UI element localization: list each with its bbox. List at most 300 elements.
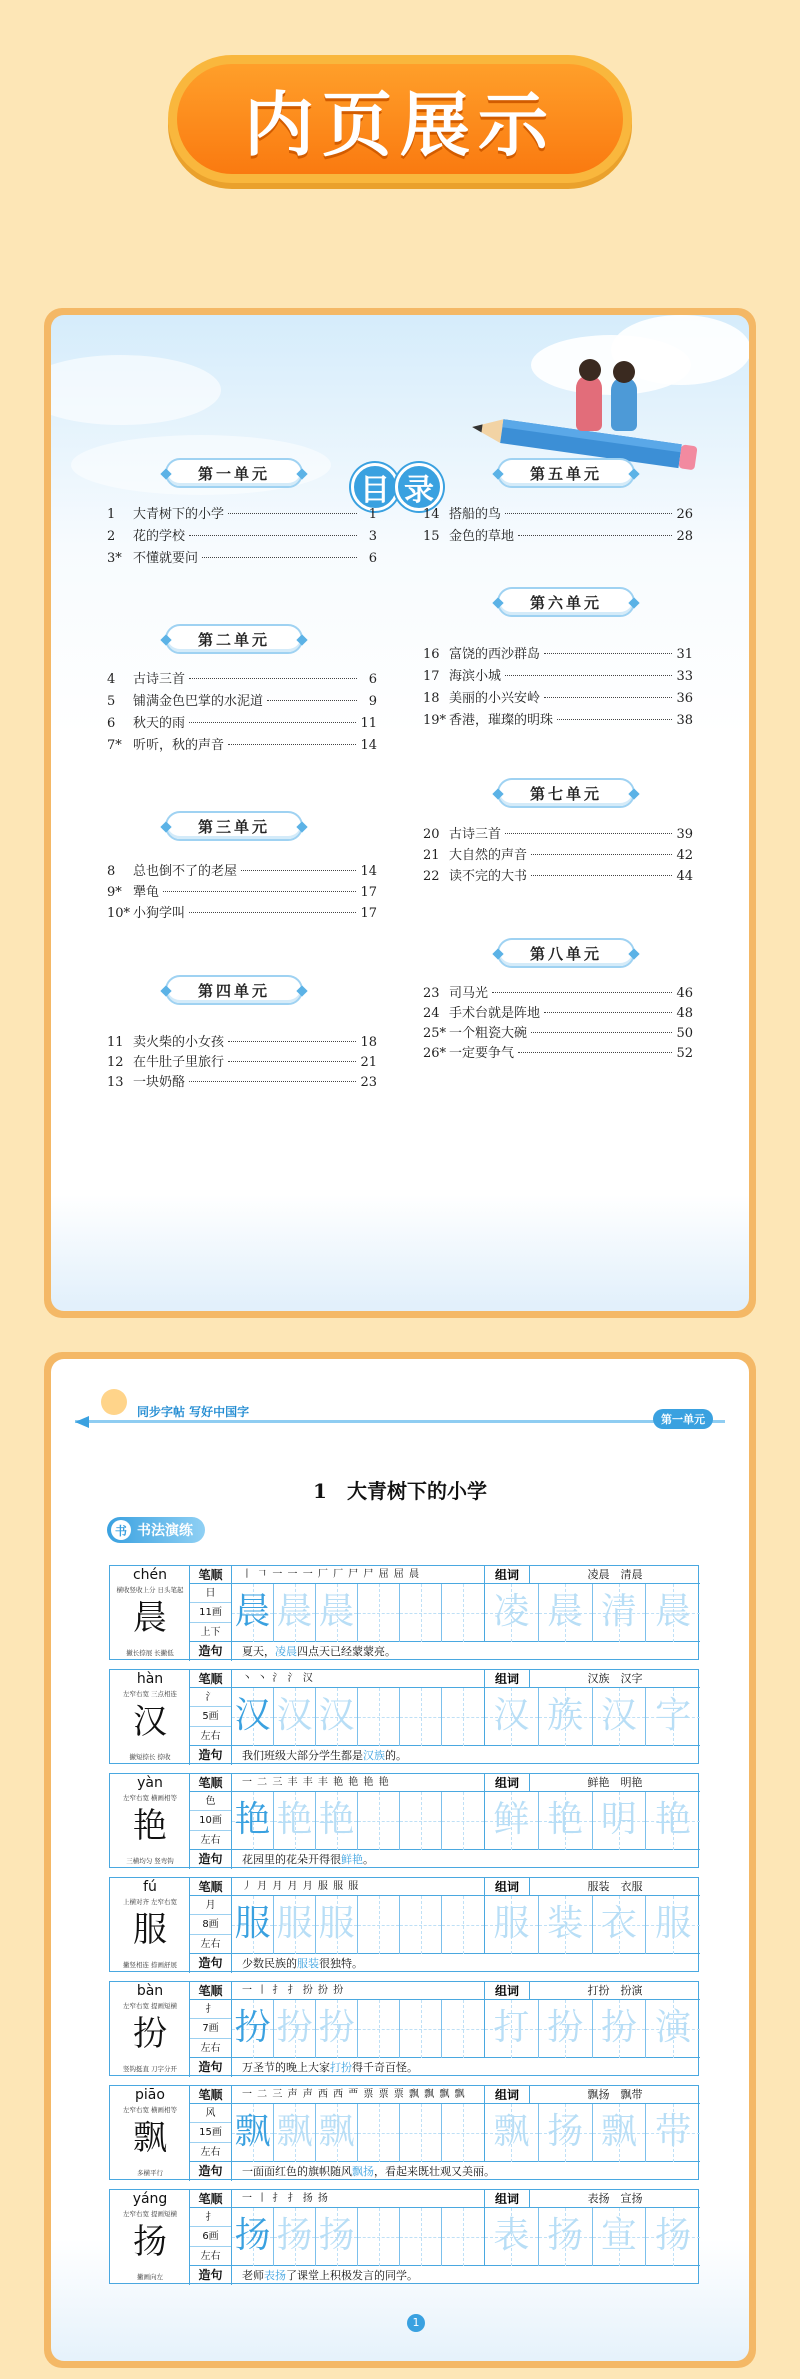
- leader-dots: [544, 1012, 672, 1013]
- toc-entry-title: 海滨小城: [449, 669, 502, 684]
- trace-cell[interactable]: 汉: [232, 1688, 274, 1746]
- blank-cell[interactable]: [442, 1584, 484, 1642]
- blank-cell[interactable]: [400, 2000, 442, 2058]
- leader-dots: [531, 1032, 672, 1033]
- words-label: 组词: [484, 2086, 530, 2104]
- words-label: 组词: [484, 1774, 530, 1792]
- word-cell[interactable]: 打: [485, 2000, 539, 2058]
- toc-entry-page: 21: [360, 1055, 377, 1070]
- stroke-count: 7画: [190, 2019, 231, 2038]
- child-head: [613, 361, 635, 383]
- toc-entry[interactable]: [423, 1042, 693, 1062]
- blank-cell[interactable]: [358, 2104, 400, 2162]
- strokes-label: 笔顺: [190, 2086, 232, 2104]
- toc-entry-number: 17: [423, 669, 440, 684]
- blank-cell[interactable]: [400, 1792, 442, 1850]
- section-tag: 书 书法演练: [107, 1517, 205, 1543]
- toc-entry[interactable]: [423, 982, 693, 1002]
- practice-grid[interactable]: [232, 2208, 484, 2266]
- trace-cell[interactable]: 晨: [316, 1584, 358, 1642]
- practice-page: [44, 1352, 756, 2368]
- toc-entry-number: 25*: [423, 1026, 447, 1041]
- word-cell[interactable]: 演: [646, 2000, 700, 2058]
- toc-entry-page: 17: [360, 906, 377, 921]
- toc-entry[interactable]: [423, 1002, 693, 1022]
- sentence-label: 造句: [190, 1746, 232, 1765]
- toc-entry[interactable]: [107, 734, 377, 754]
- toc-title: 目 录: [351, 463, 439, 511]
- words-label: 组词: [484, 1566, 530, 1584]
- sentence-label: 造句: [190, 1850, 232, 1869]
- toc-entry-page: 11: [360, 716, 377, 731]
- toc-entry-title: 一块奶酪: [133, 1075, 186, 1090]
- char-meta: [190, 2104, 232, 2162]
- child-head: [579, 359, 601, 381]
- blank-cell[interactable]: [442, 2208, 484, 2266]
- stroke-count: 10画: [190, 1811, 231, 1830]
- toc-entry-title: 卖火柴的小女孩: [133, 1035, 225, 1050]
- toc-entry[interactable]: [423, 687, 693, 707]
- unit-heading: 第一单元: [165, 458, 303, 488]
- toc-entry-title: 富饶的西沙群岛: [449, 647, 541, 662]
- word-cell[interactable]: 服: [485, 1896, 539, 1954]
- leader-dots: [544, 653, 672, 654]
- toc-entry-title: 不懂就要问: [133, 551, 199, 566]
- word-cell[interactable]: 凌: [485, 1584, 539, 1642]
- trace-cell[interactable]: 扮: [232, 2000, 274, 2058]
- word-grid[interactable]: [484, 1792, 700, 1850]
- radical: 扌: [190, 2208, 231, 2227]
- words: 服装 衣服: [530, 1878, 700, 1896]
- radical: 扌: [190, 2000, 231, 2019]
- stroke-count: 15画: [190, 2123, 231, 2142]
- leader-dots: [518, 1052, 672, 1053]
- toc-entry-number: 5: [107, 694, 116, 709]
- words-label: 组词: [484, 1982, 530, 2000]
- toc-entry-page: 31: [676, 647, 693, 662]
- character-card: [109, 1877, 699, 1972]
- unit-heading: 第三单元: [165, 811, 303, 841]
- stroke-order: 丿 月 月 月 月 服 服 服: [232, 1878, 484, 1896]
- pinyin: bàn: [136, 1983, 164, 1999]
- toc-entry[interactable]: [107, 547, 377, 567]
- character-info: [110, 1982, 190, 2077]
- writing-hint: 横收竖收上分 日头笔起: [116, 1586, 184, 1594]
- word-cell[interactable]: 飘: [593, 2104, 647, 2162]
- writing-hint: 左窄右宽 提画短横: [122, 2210, 178, 2218]
- trace-cell[interactable]: 扮: [274, 2000, 316, 2058]
- word-cell[interactable]: 清: [593, 1584, 647, 1642]
- practice-grid[interactable]: [232, 2000, 484, 2058]
- toc-entry[interactable]: [423, 823, 693, 843]
- trace-cell[interactable]: 汉: [316, 1688, 358, 1746]
- toc-entry[interactable]: [423, 865, 693, 885]
- word-grid[interactable]: [484, 1584, 700, 1642]
- word-cell[interactable]: 宣: [593, 2208, 647, 2266]
- writing-hint: 撇画向左: [137, 2273, 163, 2281]
- toc-entry[interactable]: [107, 690, 377, 710]
- trace-cell[interactable]: 晨: [274, 1584, 316, 1642]
- blank-cell[interactable]: [358, 1584, 400, 1642]
- trace-cell[interactable]: 艳: [316, 1792, 358, 1850]
- blank-cell[interactable]: [442, 1792, 484, 1850]
- word-cell[interactable]: 服: [646, 1896, 700, 1954]
- leader-dots: [189, 535, 357, 536]
- example-sentence: 少数民族的服装很独特。: [242, 1957, 363, 1970]
- character: 汉: [133, 1702, 167, 1742]
- character-info: [110, 1566, 190, 1661]
- toc-entry-number: 24: [423, 1006, 440, 1021]
- toc-entry-number: 22: [423, 869, 440, 884]
- trace-cell[interactable]: 扮: [316, 2000, 358, 2058]
- toc-entry-number: 4: [107, 672, 116, 687]
- toc-entry[interactable]: [107, 1051, 377, 1071]
- toc-entry-page: 52: [676, 1046, 693, 1061]
- toc-entry[interactable]: [423, 503, 693, 523]
- radical: 日: [190, 1584, 231, 1603]
- pinyin: piāo: [135, 2087, 165, 2103]
- toc-entry[interactable]: [107, 503, 377, 523]
- toc-entry-page: 1: [368, 507, 377, 522]
- toc-entry-title: 搭船的鸟: [449, 507, 502, 522]
- word-cell[interactable]: 艳: [646, 1792, 700, 1850]
- trace-cell[interactable]: 汉: [274, 1688, 316, 1746]
- character-info: [110, 1774, 190, 1869]
- leader-dots: [505, 513, 672, 514]
- leader-dots: [557, 719, 672, 720]
- trace-cell[interactable]: 扬: [232, 2208, 274, 2266]
- pinyin: yáng: [132, 2191, 168, 2207]
- sentence-label: 造句: [190, 2058, 232, 2077]
- blank-cell[interactable]: [442, 1688, 484, 1746]
- word-cell[interactable]: 装: [539, 1896, 593, 1954]
- toc-entry-number: 14: [423, 507, 440, 522]
- character-info: [110, 1878, 190, 1973]
- stroke-order: 一 二 三 声 声 西 西 覀 票 票 票 飘 飘 飘 飘: [232, 2086, 484, 2104]
- toc-entry[interactable]: [423, 643, 693, 663]
- page-number: 1: [407, 2314, 425, 2332]
- example-sentence: 一面面红色的旗帜随风飘扬，看起来既壮观又美丽。: [242, 2165, 495, 2178]
- word-cell[interactable]: 鲜: [485, 1792, 539, 1850]
- stroke-count: 6画: [190, 2227, 231, 2246]
- practice-grid[interactable]: [232, 1688, 484, 1746]
- toc-entry-title: 秋天的雨: [133, 716, 186, 731]
- blank-cell[interactable]: [358, 1792, 400, 1850]
- word-grid[interactable]: [484, 2104, 700, 2162]
- practice-grid[interactable]: [232, 1896, 484, 1954]
- toc-entry[interactable]: [107, 902, 377, 922]
- toc-entry[interactable]: [107, 1071, 377, 1091]
- toc-entry-page: 6: [368, 672, 377, 687]
- char-meta: [190, 1688, 232, 1746]
- structure: 左右: [200, 2146, 221, 2158]
- character-info: [110, 2190, 190, 2285]
- child-illustration: [611, 377, 637, 431]
- radical: 氵: [190, 1688, 231, 1707]
- unit-tag: 第一单元: [653, 1409, 713, 1429]
- toc-entry-page: 38: [676, 713, 693, 728]
- writing-hint: 竖钩挺直 刀字分开: [122, 2065, 178, 2073]
- trace-cell[interactable]: 扬: [274, 2208, 316, 2266]
- sentence-label: 造句: [190, 1642, 232, 1661]
- sentence-label: 造句: [190, 2162, 232, 2181]
- word-cell[interactable]: 字: [646, 1688, 700, 1746]
- word-cell[interactable]: 族: [539, 1688, 593, 1746]
- words: 飘扬 飘带: [530, 2086, 700, 2104]
- blank-cell[interactable]: [358, 1896, 400, 1954]
- blank-cell[interactable]: [358, 2000, 400, 2058]
- toc-entry-title: 总也倒不了的老屋: [133, 864, 238, 879]
- sentence-label: 造句: [190, 2266, 232, 2285]
- toc-entry-page: 23: [360, 1075, 377, 1090]
- toc-entry-title: 听听，秋的声音: [133, 738, 225, 753]
- toc-entry[interactable]: [423, 1022, 693, 1042]
- blank-cell[interactable]: [400, 1688, 442, 1746]
- pinyin: fú: [143, 1879, 157, 1895]
- structure: 左右: [200, 2042, 221, 2054]
- writing-hint: 撇长捺展 长撇低: [126, 1649, 174, 1657]
- stroke-count: 5画: [190, 1707, 231, 1726]
- blank-cell[interactable]: [400, 2208, 442, 2266]
- toc-entry-number: 23: [423, 986, 440, 1001]
- stroke-order: 一 丨 扌 扌 扮 扮 扮: [232, 1982, 484, 2000]
- example-sentence: 老师表扬了课堂上积极发言的同学。: [242, 2269, 418, 2282]
- character-card: [109, 2189, 699, 2284]
- blank-cell[interactable]: [442, 1896, 484, 1954]
- leader-dots: [531, 854, 672, 855]
- trace-cell[interactable]: 服: [274, 1896, 316, 1954]
- trace-cell[interactable]: 服: [316, 1896, 358, 1954]
- child-illustration: [576, 375, 602, 431]
- toc-entry-number: 18: [423, 691, 440, 706]
- leader-dots: [228, 1041, 356, 1042]
- sentence-label: 造句: [190, 1954, 232, 1973]
- words: 打扮 扮演: [530, 1982, 700, 2000]
- word-cell[interactable]: 带: [646, 2104, 700, 2162]
- character: 服: [133, 1910, 167, 1950]
- trace-cell[interactable]: 飘: [316, 2104, 358, 2162]
- toc-entry-number: 3*: [107, 551, 122, 566]
- toc-entry-page: 18: [360, 1035, 377, 1050]
- word-grid[interactable]: [484, 1688, 700, 1746]
- words-label: 组词: [484, 2190, 530, 2208]
- word-cell[interactable]: 表: [485, 2208, 539, 2266]
- leader-dots: [202, 557, 357, 558]
- pinyin: hàn: [136, 1671, 164, 1687]
- blank-cell[interactable]: [442, 2104, 484, 2162]
- toc-entry-page: 39: [676, 827, 693, 842]
- blank-cell[interactable]: [400, 2104, 442, 2162]
- banner: [168, 55, 632, 183]
- word-cell[interactable]: 汉: [485, 1688, 539, 1746]
- word-grid[interactable]: [484, 2208, 700, 2266]
- writing-hint: 多横平行: [137, 2169, 163, 2177]
- toc-entry-page: 36: [676, 691, 693, 706]
- toc-entry-title: 读不完的大书: [449, 869, 528, 884]
- writing-hint: 三横均匀 竖弯钩: [126, 1857, 174, 1865]
- leader-dots: [518, 535, 672, 536]
- words: 表扬 宣扬: [530, 2190, 700, 2208]
- toc-entry-page: 9: [368, 694, 377, 709]
- example-sentence: 花园里的花朵开得很鲜艳。: [242, 1853, 374, 1866]
- strokes-label: 笔顺: [190, 1566, 232, 1584]
- lesson-title: 1 大青树下的小学: [313, 1479, 487, 1503]
- toc-entry-number: 13: [107, 1075, 124, 1090]
- trace-cell[interactable]: 扬: [316, 2208, 358, 2266]
- toc-entry[interactable]: [107, 525, 377, 545]
- character-info: [110, 2086, 190, 2181]
- trace-cell[interactable]: 飘: [274, 2104, 316, 2162]
- strokes-label: 笔顺: [190, 1982, 232, 2000]
- word-cell[interactable]: 扮: [539, 2000, 593, 2058]
- trace-cell[interactable]: 艳: [274, 1792, 316, 1850]
- leader-dots: [189, 722, 356, 723]
- structure: 左右: [200, 2250, 221, 2262]
- words: 汉族 汉字: [530, 1670, 700, 1688]
- word-cell[interactable]: 衣: [593, 1896, 647, 1954]
- toc-entry-page: 3: [368, 529, 377, 544]
- toc-page: [44, 308, 756, 1318]
- toc-entry[interactable]: [423, 709, 693, 729]
- radical: 月: [190, 1896, 231, 1915]
- word-cell[interactable]: 扬: [646, 2208, 700, 2266]
- trace-cell[interactable]: 晨: [232, 1584, 274, 1642]
- toc-entry-number: 7*: [107, 738, 122, 753]
- pinyin: yàn: [137, 1775, 163, 1791]
- unit-heading: 第八单元: [497, 938, 635, 968]
- toc-entry[interactable]: [107, 860, 377, 880]
- blank-cell[interactable]: [400, 1896, 442, 1954]
- example-sentence: 我们班级大部分学生都是汉族的。: [242, 1749, 407, 1762]
- toc-entry-page: 33: [676, 669, 693, 684]
- toc-entry-number: 19*: [423, 713, 447, 728]
- toc-entry-title: 大自然的声音: [449, 848, 528, 863]
- toc-entry-title: 一定要争气: [449, 1046, 515, 1061]
- word-cell[interactable]: 艳: [539, 1792, 593, 1850]
- toc-entry[interactable]: [107, 712, 377, 732]
- leader-dots: [189, 678, 357, 679]
- blank-cell[interactable]: [400, 1584, 442, 1642]
- word-cell[interactable]: 汉: [593, 1688, 647, 1746]
- toc-entry-page: 42: [676, 848, 693, 863]
- blank-cell[interactable]: [358, 1688, 400, 1746]
- radical: 色: [190, 1792, 231, 1811]
- toc-entry[interactable]: [107, 668, 377, 688]
- char-meta: [190, 2208, 232, 2266]
- unit-heading: 第二单元: [165, 624, 303, 654]
- character: 飘: [133, 2118, 167, 2158]
- character-card: [109, 2085, 699, 2180]
- toc-entry[interactable]: [423, 844, 693, 864]
- word-cell[interactable]: 晨: [646, 1584, 700, 1642]
- character-info: [110, 1670, 190, 1765]
- toc-entry[interactable]: [107, 1031, 377, 1051]
- word-cell[interactable]: 扬: [539, 2208, 593, 2266]
- header-label: 同步字帖 写好中国字: [137, 1405, 250, 1419]
- character: 扬: [133, 2222, 167, 2262]
- toc-entry-title: 花的学校: [133, 529, 186, 544]
- word-cell[interactable]: 扮: [593, 2000, 647, 2058]
- strokes-label: 笔顺: [190, 1878, 232, 1896]
- toc-entry-page: 50: [676, 1026, 693, 1041]
- brush-icon: 书: [111, 1520, 131, 1540]
- leader-dots: [492, 992, 672, 993]
- toc-entry-number: 9*: [107, 885, 122, 900]
- trace-cell[interactable]: 飘: [232, 2104, 274, 2162]
- blank-cell[interactable]: [442, 2000, 484, 2058]
- trace-cell[interactable]: 服: [232, 1896, 274, 1954]
- stroke-count: 8画: [190, 1915, 231, 1934]
- toc-entry[interactable]: [423, 525, 693, 545]
- word-cell[interactable]: 飘: [485, 2104, 539, 2162]
- toc-entry[interactable]: [107, 881, 377, 901]
- pinyin: chén: [132, 1567, 168, 1583]
- leader-dots: [267, 700, 357, 701]
- toc-entry-number: 11: [107, 1035, 124, 1050]
- toc-entry[interactable]: [423, 665, 693, 685]
- leader-dots: [241, 870, 356, 871]
- leader-dots: [544, 697, 672, 698]
- character: 晨: [133, 1598, 167, 1638]
- stroke-count: 11画: [190, 1603, 231, 1622]
- unit-heading: 第七单元: [497, 778, 635, 808]
- toc-entry-number: 15: [423, 529, 440, 544]
- writing-hint: 上横对齐 左窄右宽: [122, 1898, 178, 1906]
- leader-dots: [228, 1061, 356, 1062]
- stroke-order: 一 二 三 丰 丰 丰 艳 艳 艳 艳: [232, 1774, 484, 1792]
- practice-grid[interactable]: [232, 2104, 484, 2162]
- word-cell[interactable]: 明: [593, 1792, 647, 1850]
- writing-hint: 撇短捺长 捺收: [129, 1753, 171, 1761]
- toc-entry-number: 8: [107, 864, 116, 879]
- writing-hint: 撇竖相连 捺画舒展: [122, 1961, 178, 1969]
- leader-dots: [505, 833, 672, 834]
- banner-title: 内页展示: [244, 83, 556, 166]
- practice-grid[interactable]: [232, 1792, 484, 1850]
- word-cell[interactable]: 晨: [539, 1584, 593, 1642]
- word-grid[interactable]: [484, 2000, 700, 2058]
- toc-entry-title: 金色的草地: [449, 529, 515, 544]
- character-card: [109, 1565, 699, 1660]
- toc-entry-title: 在牛肚子里旅行: [133, 1055, 225, 1070]
- leader-dots: [228, 513, 357, 514]
- char-meta: [190, 2000, 232, 2058]
- leader-dots: [189, 1081, 356, 1082]
- practice-grid[interactable]: [232, 1584, 484, 1642]
- character-card: [109, 1669, 699, 1764]
- character-card: [109, 1773, 699, 1868]
- toc-entry-title: 大青树下的小学: [133, 507, 225, 522]
- toc-entry-title: 犟龟: [133, 885, 160, 900]
- word-cell[interactable]: 扬: [539, 2104, 593, 2162]
- trace-cell[interactable]: 艳: [232, 1792, 274, 1850]
- toc-entry-number: 16: [423, 647, 440, 662]
- toc-entry-title: 香港，璀璨的明珠: [449, 713, 554, 728]
- character: 扮: [133, 2014, 167, 2054]
- stroke-order: 丨 𠃍 一 一 一 厂 厂 尸 尸 屈 屈 晨: [232, 1566, 484, 1584]
- word-grid[interactable]: [484, 1896, 700, 1954]
- writing-hint: 左窄右宽 横画相等: [122, 2106, 178, 2114]
- leader-dots: [531, 875, 672, 876]
- strokes-label: 笔顺: [190, 2190, 232, 2208]
- toc-entry-page: 46: [676, 986, 693, 1001]
- toc-entry-title: 古诗三首: [133, 672, 186, 687]
- blank-cell[interactable]: [358, 2208, 400, 2266]
- structure: 上下: [200, 1626, 221, 1638]
- structure: 左右: [200, 1834, 221, 1846]
- writing-hint: 左窄右宽 三点相连: [122, 1690, 178, 1698]
- unit-heading: 第六单元: [497, 587, 635, 617]
